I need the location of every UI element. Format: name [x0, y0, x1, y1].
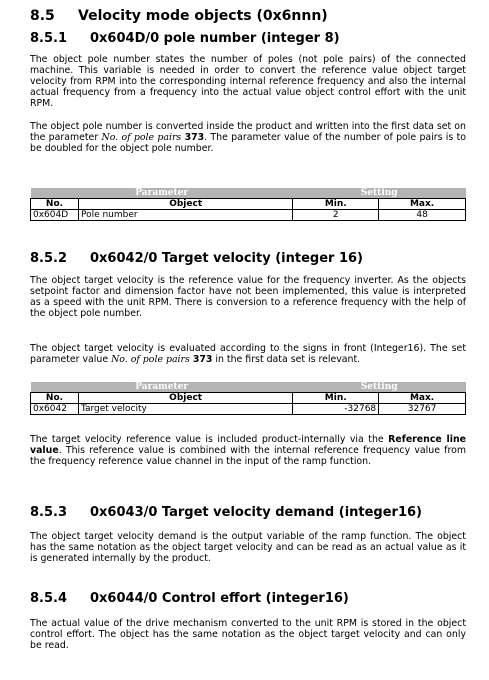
table-group-header — [31, 188, 466, 199]
cell-min: -32768 — [293, 404, 379, 415]
col-no: No. — [31, 393, 79, 404]
text: The object pole number is converted inside the product and written into the first data set on the parameter — [30, 121, 466, 143]
parameter-group-label: Parameter — [31, 382, 293, 393]
cell-max: 48 — [379, 210, 466, 221]
subsection-number: 8.5.1 — [30, 31, 68, 46]
col-object: Object — [78, 393, 292, 404]
section-title: Velocity mode objects (0x6nnn) — [78, 8, 328, 24]
parameter-name: No. of pole pairs — [101, 132, 182, 143]
paragraph-target-velocity-sign — [30, 343, 466, 365]
col-object: Object — [78, 199, 292, 210]
subsection-number: 8.5.4 — [30, 591, 68, 606]
parameter-number: 373 — [192, 354, 213, 365]
text: in the first data set is relevant. — [212, 354, 361, 365]
setting-group-label: Setting — [293, 382, 466, 393]
subsection-heading-851 — [30, 31, 340, 46]
cell-no: 0x6042 — [31, 404, 79, 415]
cell-no: 0x604D — [31, 210, 79, 221]
col-no: No. — [31, 199, 79, 210]
subsection-number: 8.5.2 — [30, 251, 68, 266]
paragraph-reference-line — [30, 434, 466, 467]
paragraph-target-velocity-intro: The object target velocity is the reference value for the frequency inverter. As the objects setpoint factor and dimension factor have not been implemented, this value is interpreted as a speed with the unit RPM. There is conversion to a reference frequency with the help of the object pole number. — [30, 275, 466, 319]
parameter-number: 373 — [184, 132, 205, 143]
bold-term: Reference line value — [30, 434, 466, 456]
cell-object: Target velocity — [78, 404, 292, 415]
cell-object: Pole number — [78, 210, 292, 221]
col-max: Max. — [379, 393, 466, 404]
parameter-table-target-velocity — [30, 382, 466, 415]
table-row — [31, 404, 466, 415]
text: The object target velocity is evaluated according to the signs in front (Integer16). The set parameter value — [30, 343, 466, 365]
subsection-heading-854 — [30, 591, 349, 606]
text: . This reference value is combined with the internal reference frequency value from the frequency reference value channel in the input of the ramp function. — [30, 445, 466, 467]
cell-max: 32767 — [379, 404, 466, 415]
subsection-heading-852 — [30, 251, 363, 266]
parameter-table-pole-number — [30, 188, 466, 221]
text: The target velocity reference value is included product-internally via the — [30, 434, 389, 445]
setting-group-label: Setting — [293, 188, 466, 199]
col-min: Min. — [293, 199, 379, 210]
paragraph-target-velocity-demand: The object target velocity demand is the output variable of the ramp function. The object has the same notation as the object target velocity and can be read as an actual value as it is generated internally by the product. — [30, 531, 466, 564]
parameter-group-label: Parameter — [31, 188, 293, 199]
subsection-title: 0x6043/0 Target velocity demand (integer16) — [90, 505, 423, 520]
subsection-title: 0x6042/0 Target velocity (integer 16) — [90, 251, 363, 266]
subsection-title: 0x6044/0 Control effort (integer16) — [90, 591, 349, 606]
table-column-header — [31, 199, 466, 210]
subsection-title: 0x604D/0 pole number (integer 8) — [90, 31, 340, 46]
subsection-number: 8.5.3 — [30, 505, 68, 520]
section-heading — [30, 8, 328, 24]
paragraph-pole-number-intro: The object pole number states the number of poles (not pole pairs) of the connected machine. This variable is needed in order to convert the reference value object target velocity from RPM into the corresponding internal reference frequency and also the internal actual frequency from a frequency into the actual value object control effort with the unit RPM. — [30, 54, 466, 109]
subsection-heading-853 — [30, 505, 422, 520]
table-column-header — [31, 393, 466, 404]
col-min: Min. — [293, 393, 379, 404]
text: . The parameter value of the number of pole pairs is to be doubled for the object pole number. — [30, 132, 467, 154]
paragraph-control-effort: The actual value of the drive mechanism converted to the unit RPM is stored in the object control effort. The object has the same notation as the object target velocity and can only be read. — [30, 618, 466, 651]
parameter-name: No. of pole pairs — [111, 354, 190, 365]
table-group-header — [31, 382, 466, 393]
paragraph-pole-number-conversion — [30, 121, 466, 154]
table-row — [31, 210, 466, 221]
col-max: Max. — [379, 199, 466, 210]
cell-min: 2 — [293, 210, 379, 221]
section-number: 8.5 — [30, 8, 55, 24]
